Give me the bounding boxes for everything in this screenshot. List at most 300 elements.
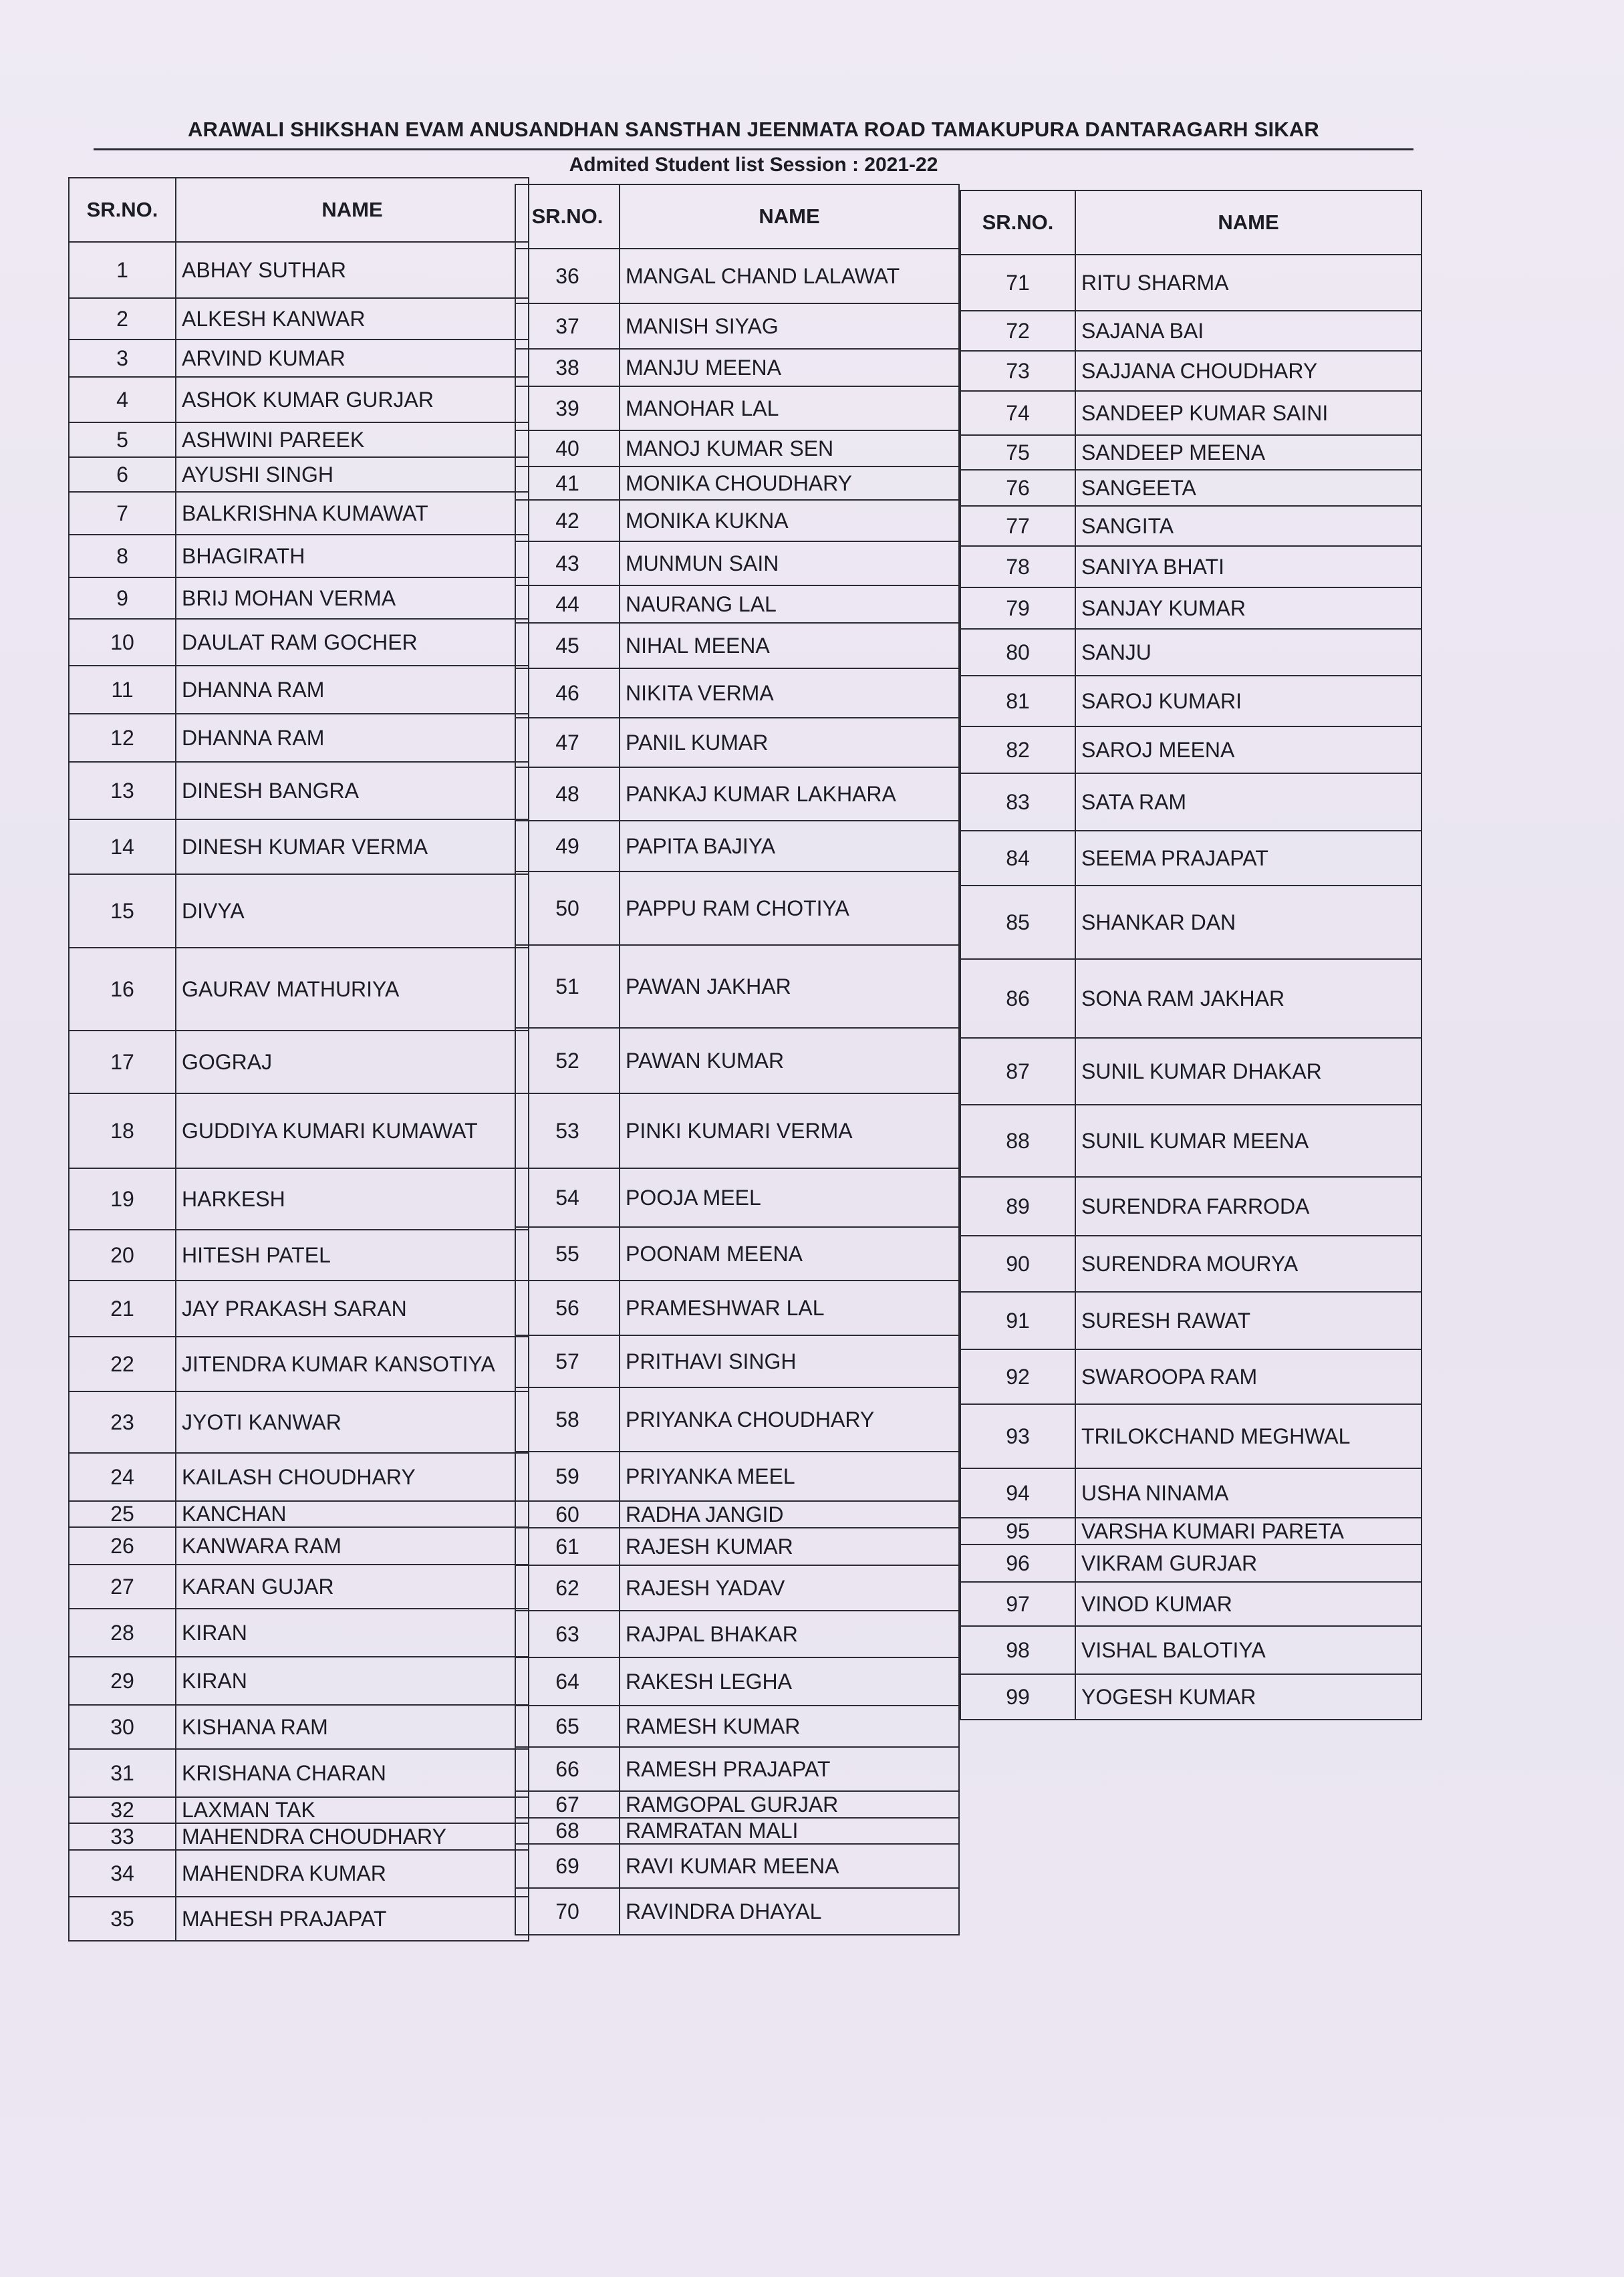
serial-number: 44: [515, 585, 620, 623]
student-name: SATA RAM: [1075, 773, 1422, 831]
student-name: RADHA JANGID: [620, 1501, 959, 1528]
table-row: [515, 249, 959, 303]
student-name: ABHAY SUTHAR: [176, 242, 529, 298]
student-name: YOGESH KUMAR: [1075, 1674, 1422, 1720]
table-row: [515, 1818, 959, 1844]
table-row: [69, 1501, 529, 1527]
serial-number: 27: [69, 1565, 176, 1609]
student-name: ASHWINI PAREEK: [176, 422, 529, 457]
student-name: PINKI KUMARI VERMA: [620, 1093, 959, 1168]
student-name: LAXMAN TAK: [176, 1797, 529, 1823]
student-name: SEEMA PRAJAPAT: [1075, 831, 1422, 886]
serial-number: 35: [69, 1897, 176, 1941]
serial-number: 86: [960, 959, 1075, 1038]
serial-number: 94: [960, 1468, 1075, 1518]
serial-number: 38: [515, 349, 620, 386]
student-table: [68, 177, 529, 1941]
serial-number: 85: [960, 886, 1075, 959]
serial-number: 89: [960, 1177, 1075, 1236]
student-name: PRIYANKA MEEL: [620, 1452, 959, 1501]
serial-number: 63: [515, 1611, 620, 1657]
student-name: RAVINDRA DHAYAL: [620, 1888, 959, 1935]
student-name: ALKESH KANWAR: [176, 298, 529, 340]
table-row: [515, 668, 959, 718]
serial-number: 65: [515, 1706, 620, 1747]
table-row: [69, 1850, 529, 1897]
table-row: [960, 1292, 1422, 1349]
table-row: [515, 1611, 959, 1657]
serial-number: 92: [960, 1349, 1075, 1404]
table-row: [69, 1823, 529, 1850]
student-name: SAJANA BAI: [1075, 311, 1422, 351]
serial-number: 79: [960, 587, 1075, 629]
header-sr-no: SR.NO.: [960, 190, 1075, 255]
serial-number: 8: [69, 535, 176, 577]
serial-number: 34: [69, 1850, 176, 1897]
table-row: [960, 311, 1422, 351]
serial-number: 31: [69, 1749, 176, 1797]
table-row: [960, 1177, 1422, 1236]
student-name: HITESH PATEL: [176, 1230, 529, 1281]
serial-number: 51: [515, 945, 620, 1028]
student-name: RAMGOPAL GURJAR: [620, 1791, 959, 1818]
student-table: [960, 190, 1422, 1720]
table-row: [960, 1468, 1422, 1518]
serial-number: 58: [515, 1387, 620, 1452]
table-row: [960, 831, 1422, 886]
student-name: JITENDRA KUMAR KANSOTIYA: [176, 1337, 529, 1391]
student-name: SUNIL KUMAR MEENA: [1075, 1105, 1422, 1177]
document-subtitle: Admited Student list Session : 2021-22: [569, 154, 938, 176]
table-row: [960, 959, 1422, 1038]
serial-number: 91: [960, 1292, 1075, 1349]
table-row: [960, 1404, 1422, 1468]
serial-number: 52: [515, 1028, 620, 1093]
student-name: ARVIND KUMAR: [176, 340, 529, 377]
table-row: [515, 1844, 959, 1888]
serial-number: 11: [69, 666, 176, 714]
student-name: SURENDRA MOURYA: [1075, 1236, 1422, 1292]
serial-number: 9: [69, 577, 176, 619]
serial-number: 10: [69, 619, 176, 666]
table-row: [69, 1093, 529, 1168]
table-row: [515, 585, 959, 623]
student-name: MONIKA KUKNA: [620, 500, 959, 541]
student-name: DIVYA: [176, 874, 529, 948]
student-name: SURENDRA FARRODA: [1075, 1177, 1422, 1236]
table-row: [515, 1791, 959, 1818]
table-row: [960, 726, 1422, 773]
serial-number: 67: [515, 1791, 620, 1818]
table-row: [69, 1281, 529, 1337]
student-name: KIRAN: [176, 1609, 529, 1657]
student-name: MANISH SIYAG: [620, 303, 959, 349]
table-row: [69, 1797, 529, 1823]
table-row: [69, 1391, 529, 1453]
serial-number: 83: [960, 773, 1075, 831]
serial-number: 3: [69, 340, 176, 377]
serial-number: 39: [515, 386, 620, 430]
table-row: [515, 1452, 959, 1501]
header-name: NAME: [1075, 190, 1422, 255]
serial-number: 42: [515, 500, 620, 541]
student-name: MANOJ KUMAR SEN: [620, 430, 959, 466]
student-name: NAURANG LAL: [620, 585, 959, 623]
serial-number: 77: [960, 506, 1075, 546]
title-divider: [94, 148, 1413, 150]
student-name: DAULAT RAM GOCHER: [176, 619, 529, 666]
student-name: SHANKAR DAN: [1075, 886, 1422, 959]
student-name: SANGITA: [1075, 506, 1422, 546]
serial-number: 61: [515, 1528, 620, 1565]
serial-number: 17: [69, 1031, 176, 1093]
serial-number: 97: [960, 1582, 1075, 1626]
serial-number: 7: [69, 492, 176, 535]
student-name: TRILOKCHAND MEGHWAL: [1075, 1404, 1422, 1468]
student-name: PRIYANKA CHOUDHARY: [620, 1387, 959, 1452]
table-row: [960, 1674, 1422, 1720]
table-row: [69, 422, 529, 457]
serial-number: 53: [515, 1093, 620, 1168]
table-row: [515, 945, 959, 1028]
student-name: RAVI KUMAR MEENA: [620, 1844, 959, 1888]
serial-number: 59: [515, 1452, 620, 1501]
serial-number: 64: [515, 1657, 620, 1706]
student-name: PAWAN JAKHAR: [620, 945, 959, 1028]
student-name: AYUSHI SINGH: [176, 457, 529, 492]
table-row: [69, 1705, 529, 1749]
student-name: KANWARA RAM: [176, 1527, 529, 1565]
table-row: [515, 1335, 959, 1387]
table-row: [515, 386, 959, 430]
student-name: POONAM MEENA: [620, 1227, 959, 1281]
student-name: PANIL KUMAR: [620, 718, 959, 767]
table-header-row: [960, 190, 1422, 255]
serial-number: 25: [69, 1501, 176, 1527]
student-name: KANCHAN: [176, 1501, 529, 1527]
table-row: [960, 773, 1422, 831]
serial-number: 75: [960, 435, 1075, 470]
serial-number: 93: [960, 1404, 1075, 1468]
table-row: [69, 1527, 529, 1565]
table-row: [515, 541, 959, 585]
serial-number: 98: [960, 1626, 1075, 1674]
serial-number: 21: [69, 1281, 176, 1337]
serial-number: 48: [515, 767, 620, 821]
table-row: [960, 255, 1422, 311]
student-name: GOGRAJ: [176, 1031, 529, 1093]
table-row: [960, 1349, 1422, 1404]
table-row: [69, 1657, 529, 1705]
student-name: SAROJ KUMARI: [1075, 676, 1422, 726]
serial-number: 73: [960, 351, 1075, 391]
serial-number: 33: [69, 1823, 176, 1850]
serial-number: 96: [960, 1545, 1075, 1582]
serial-number: 99: [960, 1674, 1075, 1720]
serial-number: 32: [69, 1797, 176, 1823]
table-row: [515, 767, 959, 821]
table-row: [69, 762, 529, 819]
student-name: GUDDIYA KUMARI KUMAWAT: [176, 1093, 529, 1168]
table-row: [960, 1626, 1422, 1674]
student-name: RAMRATAN MALI: [620, 1818, 959, 1844]
student-name: SAROJ MEENA: [1075, 726, 1422, 773]
table-row: [515, 1565, 959, 1611]
student-name: KAILASH CHOUDHARY: [176, 1453, 529, 1501]
serial-number: 6: [69, 457, 176, 492]
student-name: RAMESH PRAJAPAT: [620, 1747, 959, 1791]
serial-number: 78: [960, 546, 1075, 587]
table-row: [960, 1545, 1422, 1582]
student-table-column-2: [515, 184, 960, 1935]
student-name: SANJU: [1075, 629, 1422, 676]
student-name: VARSHA KUMARI PARETA: [1075, 1518, 1422, 1545]
table-row: [960, 1582, 1422, 1626]
table-row: [69, 577, 529, 619]
serial-number: 12: [69, 714, 176, 762]
table-row: [69, 242, 529, 298]
student-name: SANGEETA: [1075, 470, 1422, 506]
table-row: [69, 1609, 529, 1657]
table-row: [69, 1168, 529, 1230]
table-row: [515, 303, 959, 349]
serial-number: 74: [960, 391, 1075, 435]
student-name: RAKESH LEGHA: [620, 1657, 959, 1706]
table-row: [69, 1337, 529, 1391]
serial-number: 57: [515, 1335, 620, 1387]
student-name: KARAN GUJAR: [176, 1565, 529, 1609]
serial-number: 29: [69, 1657, 176, 1705]
student-name: KISHANA RAM: [176, 1705, 529, 1749]
student-name: PRITHAVI SINGH: [620, 1335, 959, 1387]
serial-number: 43: [515, 541, 620, 585]
serial-number: 47: [515, 718, 620, 767]
serial-number: 4: [69, 377, 176, 422]
serial-number: 28: [69, 1609, 176, 1657]
table-row: [515, 1227, 959, 1281]
serial-number: 69: [515, 1844, 620, 1888]
student-name: RAJESH KUMAR: [620, 1528, 959, 1565]
student-name: SONA RAM JAKHAR: [1075, 959, 1422, 1038]
table-row: [960, 1105, 1422, 1177]
student-name: PRAMESHWAR LAL: [620, 1281, 959, 1335]
student-name: MANGAL CHAND LALAWAT: [620, 249, 959, 303]
student-name: MUNMUN SAIN: [620, 541, 959, 585]
student-name: SANIYA BHATI: [1075, 546, 1422, 587]
table-row: [515, 1387, 959, 1452]
table-row: [69, 492, 529, 535]
table-row: [515, 1528, 959, 1565]
serial-number: 72: [960, 311, 1075, 351]
table-row: [515, 1168, 959, 1227]
table-row: [515, 872, 959, 945]
student-table-column-1: [68, 177, 529, 1941]
serial-number: 88: [960, 1105, 1075, 1177]
table-row: [69, 819, 529, 874]
table-row: [960, 391, 1422, 435]
student-name: SURESH RAWAT: [1075, 1292, 1422, 1349]
serial-number: 23: [69, 1391, 176, 1453]
table-row: [515, 1093, 959, 1168]
student-table-column-3: [960, 190, 1422, 1720]
student-name: HARKESH: [176, 1168, 529, 1230]
table-header-row: [515, 184, 959, 249]
student-name: RAJPAL BHAKAR: [620, 1611, 959, 1657]
serial-number: 1: [69, 242, 176, 298]
header-sr-no: SR.NO.: [69, 178, 176, 242]
serial-number: 24: [69, 1453, 176, 1501]
header-sr-no: SR.NO.: [515, 184, 620, 249]
table-row: [69, 619, 529, 666]
serial-number: 26: [69, 1527, 176, 1565]
table-row: [960, 1236, 1422, 1292]
table-row: [69, 298, 529, 340]
table-row: [960, 629, 1422, 676]
table-row: [515, 1028, 959, 1093]
serial-number: 81: [960, 676, 1075, 726]
student-name: SWAROOPA RAM: [1075, 1349, 1422, 1404]
student-name: PAWAN KUMAR: [620, 1028, 959, 1093]
student-name: VISHAL BALOTIYA: [1075, 1626, 1422, 1674]
student-name: BRIJ MOHAN VERMA: [176, 577, 529, 619]
serial-number: 84: [960, 831, 1075, 886]
table-row: [69, 1031, 529, 1093]
serial-number: 49: [515, 821, 620, 872]
table-row: [69, 457, 529, 492]
table-row: [515, 1281, 959, 1335]
student-name: DINESH BANGRA: [176, 762, 529, 819]
student-name: DINESH KUMAR VERMA: [176, 819, 529, 874]
table-row: [960, 546, 1422, 587]
serial-number: 41: [515, 466, 620, 500]
serial-number: 87: [960, 1038, 1075, 1105]
student-name: PAPPU RAM CHOTIYA: [620, 872, 959, 945]
table-row: [69, 714, 529, 762]
table-row: [515, 500, 959, 541]
student-name: GAURAV MATHURIYA: [176, 948, 529, 1031]
serial-number: 5: [69, 422, 176, 457]
table-row: [515, 821, 959, 872]
table-row: [960, 587, 1422, 629]
serial-number: 22: [69, 1337, 176, 1391]
serial-number: 37: [515, 303, 620, 349]
serial-number: 50: [515, 872, 620, 945]
serial-number: 66: [515, 1747, 620, 1791]
table-header-row: [69, 178, 529, 242]
table-row: [515, 349, 959, 386]
student-name: DHANNA RAM: [176, 714, 529, 762]
table-row: [515, 623, 959, 668]
student-name: SUNIL KUMAR DHAKAR: [1075, 1038, 1422, 1105]
serial-number: 80: [960, 629, 1075, 676]
student-name: PAPITA BAJIYA: [620, 821, 959, 872]
table-row: [69, 948, 529, 1031]
serial-number: 71: [960, 255, 1075, 311]
student-name: KRISHANA CHARAN: [176, 1749, 529, 1797]
table-row: [960, 1038, 1422, 1105]
table-row: [960, 351, 1422, 391]
serial-number: 40: [515, 430, 620, 466]
student-name: SANDEEP MEENA: [1075, 435, 1422, 470]
serial-number: 46: [515, 668, 620, 718]
table-row: [69, 340, 529, 377]
serial-number: 30: [69, 1705, 176, 1749]
student-name: MAHENDRA CHOUDHARY: [176, 1823, 529, 1850]
serial-number: 54: [515, 1168, 620, 1227]
student-name: PANKAJ KUMAR LAKHARA: [620, 767, 959, 821]
table-row: [69, 1230, 529, 1281]
student-name: SANJAY KUMAR: [1075, 587, 1422, 629]
student-name: RAMESH KUMAR: [620, 1706, 959, 1747]
header-name: NAME: [620, 184, 959, 249]
serial-number: 18: [69, 1093, 176, 1168]
table-row: [69, 666, 529, 714]
table-row: [69, 1453, 529, 1501]
student-name: VINOD KUMAR: [1075, 1582, 1422, 1626]
table-row: [960, 435, 1422, 470]
table-row: [515, 1657, 959, 1706]
student-name: KIRAN: [176, 1657, 529, 1705]
serial-number: 36: [515, 249, 620, 303]
table-row: [69, 1897, 529, 1941]
table-row: [69, 874, 529, 948]
table-row: [960, 676, 1422, 726]
student-name: RITU SHARMA: [1075, 255, 1422, 311]
student-name: BHAGIRATH: [176, 535, 529, 577]
serial-number: 68: [515, 1818, 620, 1844]
table-row: [515, 1888, 959, 1935]
student-name: JYOTI KANWAR: [176, 1391, 529, 1453]
student-name: MAHENDRA KUMAR: [176, 1850, 529, 1897]
serial-number: 45: [515, 623, 620, 668]
student-name: JAY PRAKASH SARAN: [176, 1281, 529, 1337]
student-name: NIKITA VERMA: [620, 668, 959, 718]
table-row: [69, 1749, 529, 1797]
header-name: NAME: [176, 178, 529, 242]
table-row: [960, 886, 1422, 959]
student-name: VIKRAM GURJAR: [1075, 1545, 1422, 1582]
student-name: BALKRISHNA KUMAWAT: [176, 492, 529, 535]
document-title: ARAWALI SHIKSHAN EVAM ANUSANDHAN SANSTHAN JEENMATA ROAD TAMAKUPURA DANTARAGARH SIKAR: [187, 118, 1320, 141]
serial-number: 76: [960, 470, 1075, 506]
student-name: SANDEEP KUMAR SAINI: [1075, 391, 1422, 435]
serial-number: 60: [515, 1501, 620, 1528]
table-row: [960, 506, 1422, 546]
table-row: [515, 430, 959, 466]
student-name: MANJU MEENA: [620, 349, 959, 386]
serial-number: 2: [69, 298, 176, 340]
student-name: MONIKA CHOUDHARY: [620, 466, 959, 500]
student-name: DHANNA RAM: [176, 666, 529, 714]
serial-number: 20: [69, 1230, 176, 1281]
student-name: ASHOK KUMAR GURJAR: [176, 377, 529, 422]
serial-number: 13: [69, 762, 176, 819]
student-name: USHA NINAMA: [1075, 1468, 1422, 1518]
table-row: [515, 1747, 959, 1791]
serial-number: 82: [960, 726, 1075, 773]
student-name: RAJESH YADAV: [620, 1565, 959, 1611]
table-row: [960, 470, 1422, 506]
student-name: POOJA MEEL: [620, 1168, 959, 1227]
student-name: MAHESH PRAJAPAT: [176, 1897, 529, 1941]
student-name: SAJJANA CHOUDHARY: [1075, 351, 1422, 391]
student-name: MANOHAR LAL: [620, 386, 959, 430]
serial-number: 16: [69, 948, 176, 1031]
table-row: [515, 1501, 959, 1528]
table-row: [69, 1565, 529, 1609]
serial-number: 62: [515, 1565, 620, 1611]
serial-number: 95: [960, 1518, 1075, 1545]
